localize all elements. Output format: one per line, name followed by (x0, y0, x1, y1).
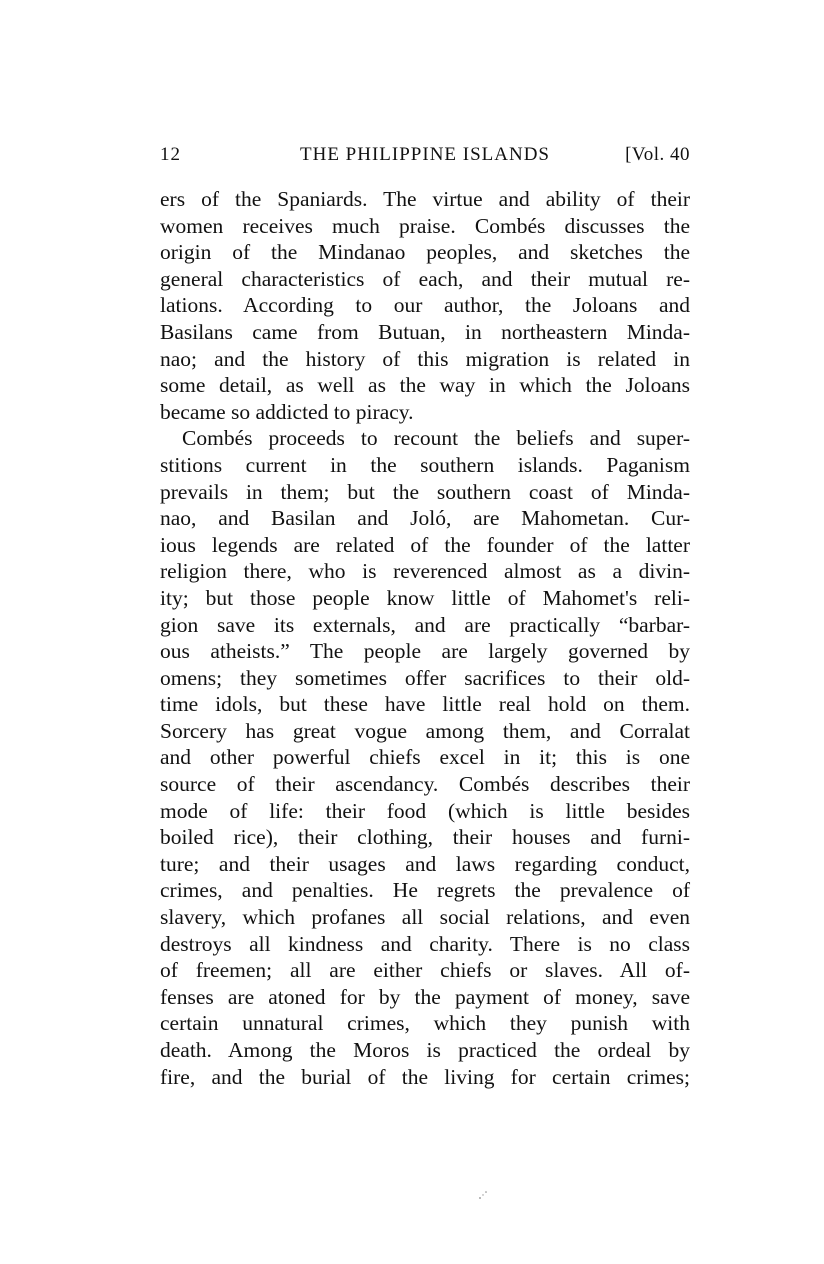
text-line: lations. According to our author, the Joloans and (160, 293, 690, 318)
text-line: fire, and the burial of the living for certain crimes; (160, 1064, 690, 1089)
text-line: fenses are atoned for by the payment of money, save (160, 984, 690, 1009)
text-line: religion there, who is reverenced almost as a divin- (160, 559, 690, 584)
text-line: ers of the Spaniards. The virtue and ability of their (160, 187, 690, 211)
text-line: nao; and the history of this migration is related in (160, 346, 690, 371)
text-line: and other powerful chiefs excel in it; this is one (160, 745, 690, 770)
text-line: time idols, but these have little real hold on them. (160, 692, 690, 717)
text-line: mode of life: their food (which is little besides (160, 798, 690, 823)
text-line: prevails in them; but the southern coast of Minda- (160, 479, 690, 504)
text-line: gion save its externals, and are practically “barbar- (160, 612, 690, 637)
text-line: omens; they sometimes offer sacrifices to their old- (160, 665, 690, 690)
text-line: ity; but those people know little of Mahomet's reli- (160, 585, 690, 610)
text-line: certain unnatural crimes, which they punish with (160, 1011, 690, 1036)
text-line: Sorcery has great vogue among them, and Corralat (160, 718, 690, 743)
text-line: general characteristics of each, and their mutual re- (160, 266, 690, 291)
body-text (160, 186, 690, 1090)
text-line: stitions current in the southern islands. Paganism (160, 452, 690, 477)
text-line: became so addicted to piracy. (160, 399, 414, 424)
text-line: ous atheists.” The people are largely governed by (160, 639, 690, 664)
running-title: THE PHILIPPINE ISLANDS (300, 144, 550, 165)
text-line: death. Among the Moros is practiced the ordeal by (160, 1038, 690, 1062)
text-line: ious legends are related of the founder of the latter (160, 532, 690, 557)
text-line: of freemen; all are either chiefs or slaves. All of- (160, 958, 690, 983)
page-number: 12 (160, 144, 181, 165)
text-line: nao, and Basilan and Joló, are Mahometan. Cur- (160, 506, 690, 531)
running-header (160, 143, 690, 167)
text-line: origin of the Mindanao peoples, and sketches the (160, 240, 690, 265)
scan-speck-icon (476, 1188, 490, 1202)
volume-label: [Vol. 40 (625, 144, 690, 165)
text-line: women receives much praise. Combés discusses the (160, 213, 690, 238)
text-line: crimes, and penalties. He regrets the prevalence of (160, 878, 690, 903)
text-line: slavery, which profanes all social relations, and even (160, 905, 690, 930)
scan-speck (476, 1188, 490, 1202)
text-line: destroys all kindness and charity. There is no class (160, 931, 690, 956)
text-line: source of their ascendancy. Combés describes their (160, 772, 690, 797)
text-line: some detail, as well as the way in which the Joloans (160, 373, 690, 398)
paragraph-start-line: Combés proceeds to recount the beliefs and super- (182, 426, 690, 451)
text-line: Basilans came from Butuan, in northeastern Minda- (160, 319, 690, 344)
text-line: boiled rice), their clothing, their houses and furni- (160, 825, 690, 850)
text-line: ture; and their usages and laws regarding conduct, (160, 851, 690, 876)
